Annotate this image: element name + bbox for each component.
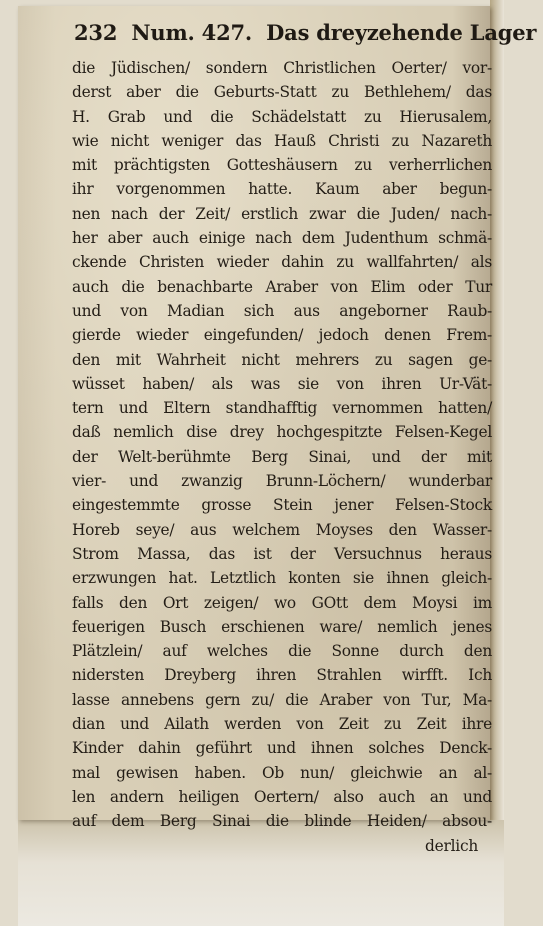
text-line: und von Madian sich aus angeborner Raub- [72, 301, 492, 320]
text-line: tern und Eltern standhafftig vernommen hatten/ [72, 399, 492, 418]
text-line: die Jüdischen/ sondern Christlichen Oerter/ vor- [72, 59, 492, 77]
text-line: ckende Christen wieder dahin zu wallfahrten/ als [72, 253, 492, 272]
text-line: Kinder dahin geführt und ihnen solches Denck- [72, 739, 492, 758]
text-line: eingestemmte grosse Stein jener Felsen-Stock [72, 496, 492, 515]
text-line: mit prächtigsten Gotteshäusern zu verherrlichen [72, 156, 492, 175]
text-line: erzwungen hat. Letztlich konten sie ihnen gleich- [72, 569, 492, 588]
text-line: auch die benachbarte Araber von Elim oder Tur [72, 277, 492, 296]
text-line: vier- und zwanzig Brunn-Löchern/ wunderbar [72, 472, 492, 491]
text-line: ihr vorgenommen hatte. Kaum aber begun- [72, 180, 492, 199]
text-line: wie nicht weniger das Hauß Christi zu Nazareth [72, 131, 492, 150]
text-line: gierde wieder eingefunden/ jedoch denen Frem- [72, 326, 492, 345]
text-line: her aber auch einige nach dem Judenthum schmä- [72, 229, 492, 248]
text-line: Horeb seye/ aus welchem Moyses den Wasser- [72, 520, 492, 539]
text-line: lasse annebens gern zu/ die Araber von Tur, Ma- [72, 690, 492, 709]
text-line: len andern heiligen Oertern/ also auch an und [72, 787, 492, 806]
text-line: nen nach der Zeit/ erstlich zwar die Juden/ nach- [72, 204, 492, 223]
text-line: derlich [425, 836, 478, 855]
text-line: feuerigen Busch erschienen ware/ nemlich jenes [72, 617, 492, 636]
text-line: nidersten Dreyberg ihren Strahlen wirfft. Ich [72, 666, 492, 685]
text-line: daß nemlich dise drey hochgespitzte Felsen-Kegel [72, 423, 492, 442]
text-line: mal gewisen haben. Ob nun/ gleichwie an al- [72, 763, 492, 782]
text-line: falls den Ort zeigen/ wo GOtt dem Moysi im [72, 593, 492, 612]
text-line: derst aber die Geburts-Statt zu Bethlehem/ das [72, 83, 492, 102]
text-line: dian und Ailath werden von Zeit zu Zeit ihre [72, 715, 492, 734]
text-line: Plätzlein/ auf welches die Sonne durch den [72, 642, 492, 661]
book-fore-edge [490, 0, 504, 820]
text-line: den mit Wahrheit nicht mehrers zu sagen ge- [72, 350, 492, 369]
body-text [72, 56, 492, 858]
entry-number: Num. 427. [131, 20, 253, 45]
running-title: Das dreyzehende Lager [266, 20, 537, 45]
text-line: H. Grab und die Schädelstatt zu Hierusalem, [72, 107, 492, 126]
text-line: Strom Massa, das ist der Versuchnus heraus [72, 544, 492, 563]
book-page [18, 6, 537, 855]
text-line: wüsset haben/ als was sie von ihren Ur-Vät- [72, 374, 492, 393]
running-header [74, 20, 537, 45]
text-line: auf dem Berg Sinai die blinde Heiden/ absou- [72, 812, 492, 831]
page-number: 232 [74, 20, 118, 45]
text-line: der Welt-berühmte Berg Sinai, und der mit [72, 447, 492, 466]
